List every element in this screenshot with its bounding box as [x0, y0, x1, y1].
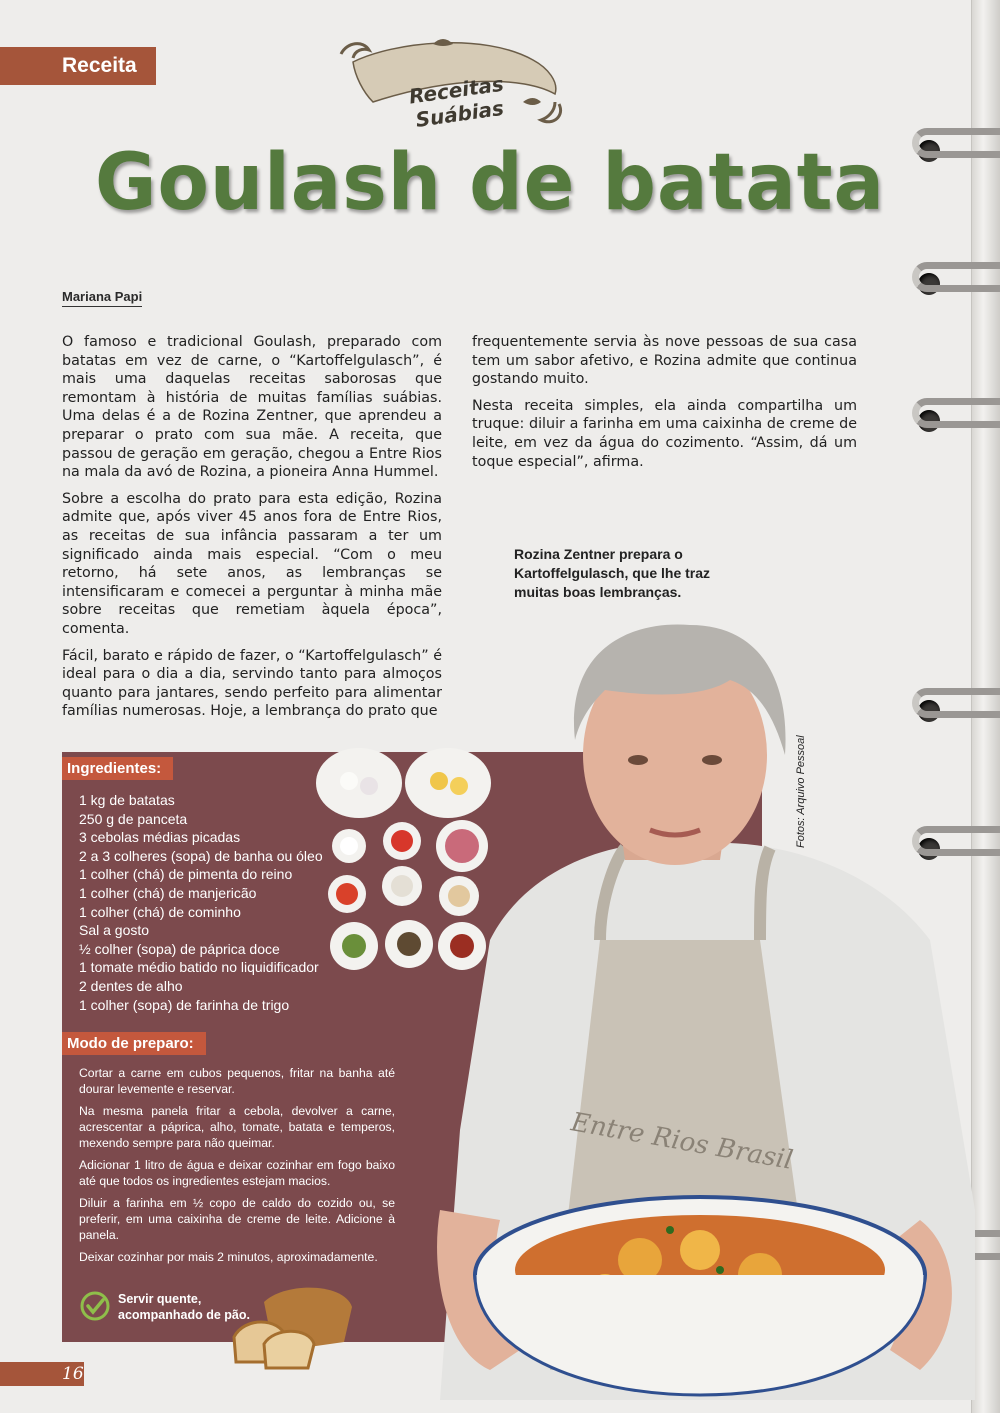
article-paragraph: frequentemente servia às nove pessoas de sua casa tem um sabor afetivo, e Rozina admite que continua gostando muito.	[472, 334, 857, 388]
binder-ring-icon	[912, 262, 1000, 292]
banner-text: Receitas Suábias	[407, 71, 506, 132]
ingredient-item: 3 cebolas médias picadas	[79, 829, 241, 846]
ingredient-item: 1 colher (chá) de cominho	[79, 903, 241, 920]
method-step: Deixar cozinhar por mais 2 minutos, aproximadamente.	[79, 1250, 378, 1264]
rozina-photo	[400, 610, 975, 1400]
article-column-left	[62, 333, 442, 729]
ingredients-list	[79, 791, 339, 1014]
serving-tip	[80, 1291, 250, 1325]
ingredient-item: ½ colher (sopa) de páprica doce	[79, 940, 280, 957]
ingredient-item: 250 g de panceta	[79, 810, 188, 827]
ingredient-item: 1 colher (sopa) de farinha de trigo	[79, 996, 290, 1013]
ingredient-item: 1 colher (chá) de manjericão	[79, 884, 257, 901]
page-number: 16	[0, 1362, 84, 1386]
section-label: Receita	[0, 47, 156, 85]
author-byline: Mariana Papi	[62, 289, 142, 307]
bread-photo	[224, 1282, 354, 1372]
ingredients-heading: Ingredientes:	[62, 757, 173, 780]
photo-credit: Fotos: Arquivo Pessoal	[795, 735, 807, 848]
method-step: Cortar a carne em cubos pequenos, fritar na banha até dourar levemente e reservar.	[79, 1066, 395, 1096]
banner-ribbon	[333, 32, 579, 132]
method-step: Na mesma panela fritar a cebola, devolver a carne, acrescentar a páprica, alho, tomate, batata e temperos, mexendo sempre para não queimar.	[79, 1104, 395, 1150]
article-column-right	[472, 333, 857, 479]
article-paragraph: Fácil, barato e rápido de fazer, o “Kartoffelgulasch” é ideal para o dia a dia, servindo tanto para almoços quanto para jantares, sendo perfeito para alimentar famílias numerosas. Hoje, a lembrança do prato que	[62, 647, 442, 720]
serving-tip-text: Servir quente, acompanhado de pão.	[118, 1292, 250, 1322]
ingredient-item: 1 kg de batatas	[79, 792, 175, 808]
method-heading: Modo de preparo:	[62, 1032, 206, 1055]
method-step: Adicionar 1 litro de água e deixar cozinhar em fogo baixo até que todos os ingredientes estejam macios.	[79, 1158, 395, 1188]
ingredient-item: 1 tomate médio batido no liquidificador	[79, 959, 319, 976]
article-paragraph: Nesta receita simples, ela ainda compartilha um truque: diluir a farinha em uma caixinha de creme de leite, em vez da água do cozimento. “Assim, dá um toque especial”, afirma.	[472, 397, 857, 470]
photo-caption: Rozina Zentner prepara o Kartoffelgulasch, que lhe traz muitas boas lembranças.	[514, 546, 711, 600]
article-paragraph: O famoso e tradicional Goulash, preparado com batatas em vez de carne, o “Kartoffelgulasch”, é mais uma daquelas receitas saborosas que remontam à história de muitas famílias suábias. Uma delas é a de Rozina Zentner, que aprendeu a preparar o prato com sua mãe. A receita, que passou de geração em geração, chegou a Entre Rios na mala da avó de Rozina, a pioneira Anna Hummel.	[62, 334, 442, 481]
ingredient-item: Sal a gosto	[79, 922, 150, 939]
binder-ring-icon	[912, 398, 1000, 428]
check-circle-icon	[80, 1291, 110, 1321]
method-steps	[79, 1065, 395, 1271]
page-title: Goulash de batata	[95, 138, 885, 228]
ingredient-item: 2 dentes de alho	[79, 977, 183, 994]
method-step: Diluir a farinha em ½ copo de caldo do cozido ou, se preferir, em uma caixinha de creme de leite. Adicione à panela.	[79, 1196, 395, 1242]
article-paragraph: Sobre a escolha do prato para esta edição, Rozina admite que, após viver 45 anos fora de Entre Rios, as receitas de sua infância passaram a ter um significado ainda mais especial. “Com o meu retorno, há sete anos, as lembranças se intensificaram e comecei a perguntar à minha mãe sobre receitas que remetiam àquela época”, comenta.	[62, 490, 442, 637]
ingredient-item: 2 a 3 colheres (sopa) de banha ou óleo	[79, 847, 323, 864]
ingredient-bowls-photo	[314, 746, 494, 976]
apron-text: Entre Rios Brasil	[568, 1107, 796, 1176]
ingredient-item: 1 colher (chá) de pimenta do reino	[79, 866, 293, 883]
